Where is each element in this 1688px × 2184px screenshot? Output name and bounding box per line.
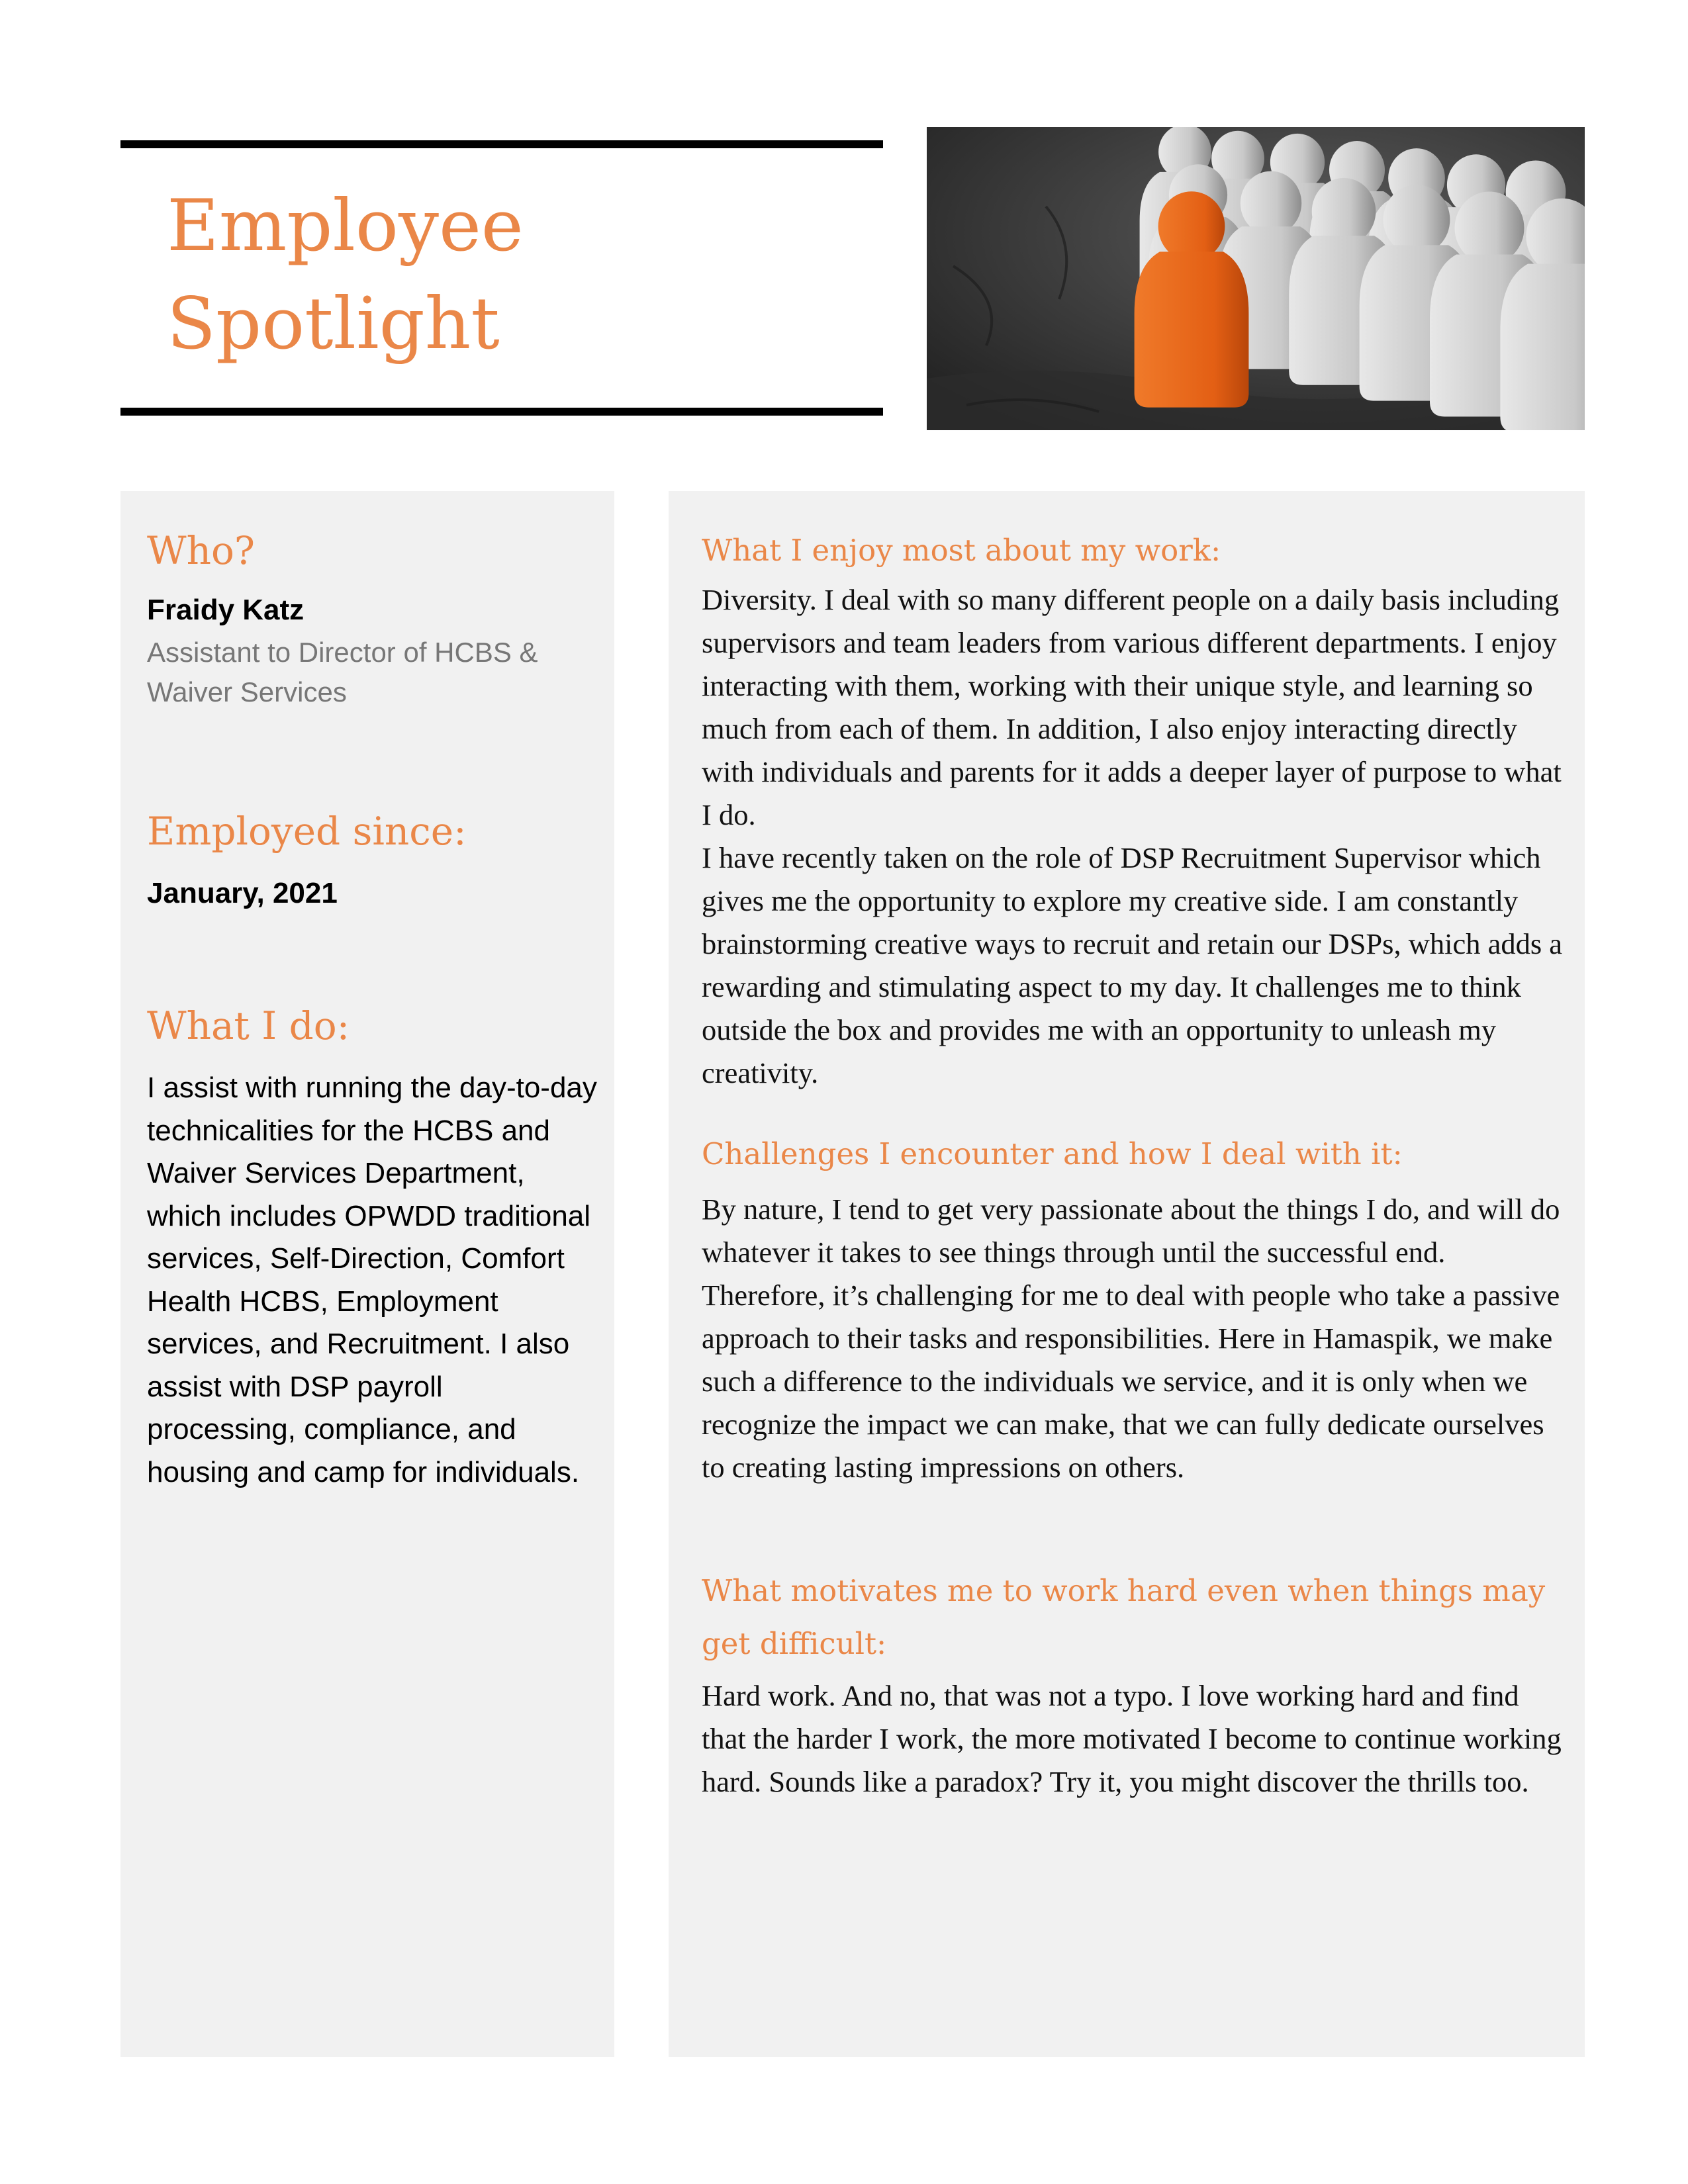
what-i-do-heading: What I do: — [147, 1003, 350, 1048]
motivates-heading: What motivates me to work hard even when things may get difficult: — [702, 1573, 1546, 1661]
header-bottom-rule — [120, 408, 883, 416]
employee-role: Assistant to Director of HCBS & Waiver Services — [147, 637, 538, 707]
page-title-line-2: Spotlight — [167, 283, 500, 365]
enjoy-heading: What I enjoy most about my work: — [702, 533, 1221, 568]
header-top-rule — [120, 140, 883, 148]
profile-panel — [120, 491, 614, 2057]
page-title-line-1: Employee — [167, 185, 524, 267]
challenges-text: By nature, I tend to get very passionate about the things I do, and will do whatever it takes to see things through until the successful end. Therefore, it’s challenging for me to deal with people who take a passive approach to their tasks and responsibilities. Here in Hamaspik, we make such a difference to the individuals we service, and it is only when we recognize the impact we can make, that we can fully dedicate ourselves to creating lasting impressions on others. — [702, 1193, 1560, 1484]
story-panel — [669, 491, 1585, 2057]
enjoy-body — [702, 578, 1570, 1095]
employed-since-heading: Employed since: — [147, 809, 467, 854]
challenges-heading: Challenges I encounter and how I deal with it: — [702, 1136, 1403, 1171]
header-photo — [927, 127, 1585, 430]
what-i-do-text: I assist with running the day-to-day technicalities for the HCBS and Waiver Services Department, which includes OPWDD traditional services, Self-Direction, Comfort Health HCBS, Employment services, and Recruitment. I also assist with DSP payroll processing, compliance, and housing and camp for individuals. — [147, 1071, 597, 1488]
page-title — [167, 177, 524, 373]
employed-since-date: January, 2021 — [147, 877, 338, 909]
who-heading: Who? — [147, 528, 255, 573]
figurines-photo-icon — [927, 127, 1585, 430]
enjoy-paragraph-2: I have recently taken on the role of DSP Recruitment Supervisor which gives me the opportunity to explore my creative side. I am constantly brainstorming creative ways to recruit and retain our DSPs, which adds a rewarding and stimulating aspect to my day. It challenges me to think outside the box and provides me with an opportunity to unleash my creativity. — [702, 841, 1563, 1089]
enjoy-paragraph-1: Diversity. I deal with so many different people on a daily basis including supervisors and team leaders from various different departments. I enjoy interacting with them, working with their unique style, and learning so much from each of them. In addition, I also enjoy interacting directly with individuals and parents for it adds a deeper layer of purpose to what I do. — [702, 583, 1562, 831]
motivates-text: Hard work. And no, that was not a typo. I love working hard and find that the harder I work, the more motivated I become to continue working hard. Sounds like a paradox? Try it, you might discover the thrills too. — [702, 1679, 1562, 1798]
employee-name: Fraidy Katz — [147, 594, 305, 626]
